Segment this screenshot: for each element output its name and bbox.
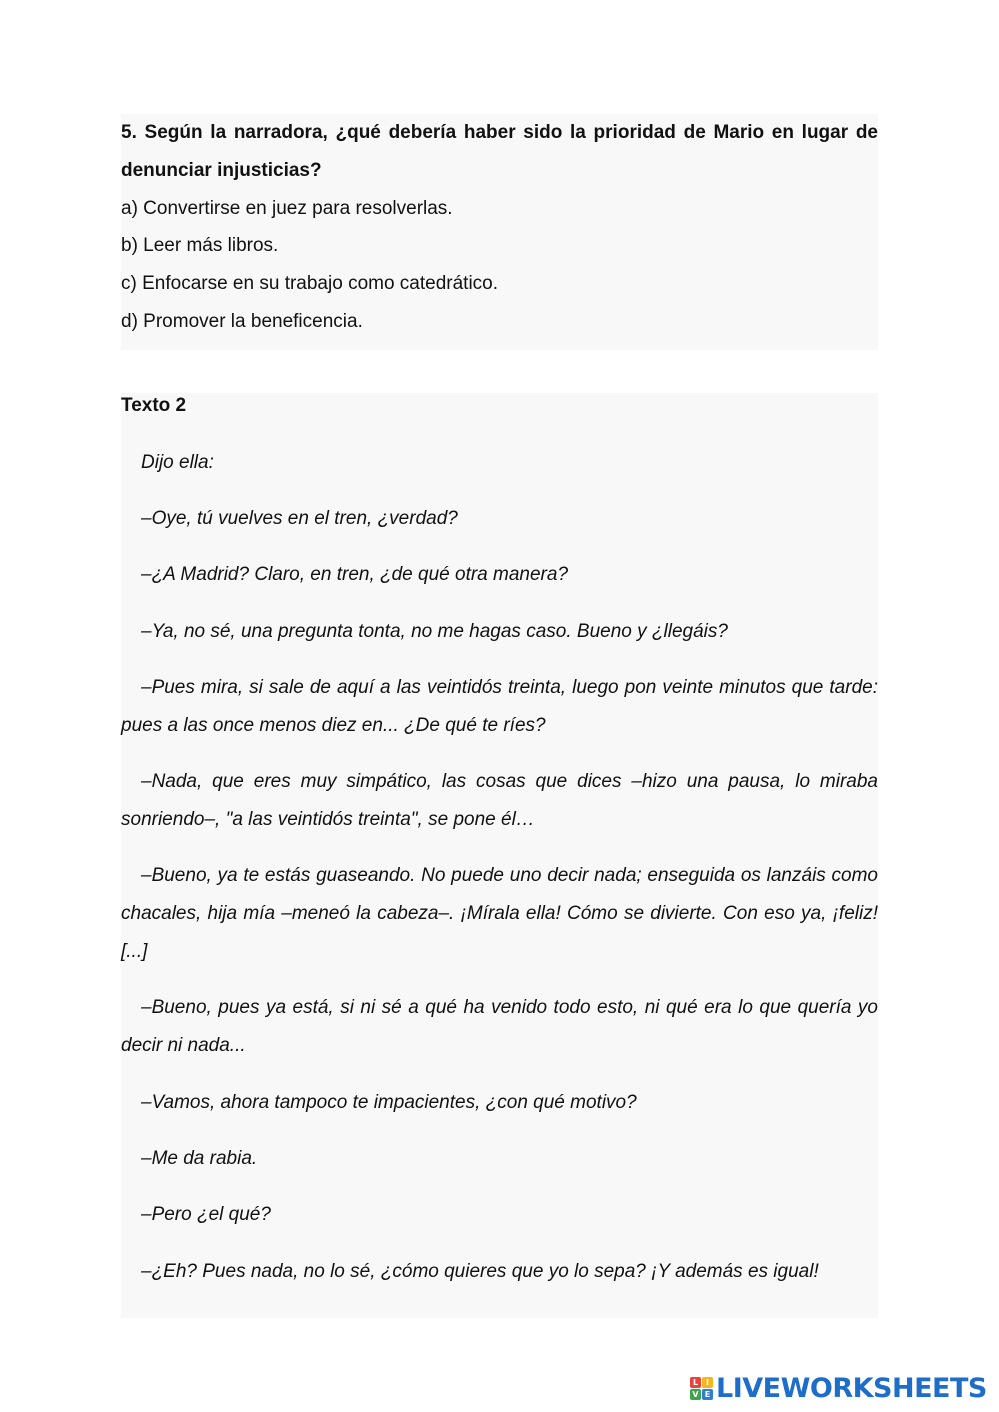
paragraph: –Bueno, pues ya está, si ni sé a qué ha venido todo esto, ni qué era lo que quería yo decir ni nada... bbox=[121, 997, 878, 1056]
paragraph: –Pero ¿el qué? bbox=[141, 1204, 271, 1225]
paragraph: –Pues mira, si sale de aquí a las veintidós treinta, luego pon veinte minutos que tarde: pues a las once menos diez en... ¿De qué te ríes? bbox=[121, 677, 878, 736]
brand-name: LIVEWORKSHEETS bbox=[716, 1372, 987, 1404]
logo-square-e: E bbox=[702, 1389, 713, 1400]
option-c: c) Enfocarse en su trabajo como catedrático. bbox=[121, 273, 499, 294]
logo-square-v: V bbox=[690, 1389, 701, 1400]
question-5-block bbox=[121, 114, 878, 350]
texto-2-heading: Texto 2 bbox=[121, 395, 187, 416]
paragraph: –Ya, no sé, una pregunta tonta, no me hagas caso. Bueno y ¿llegáis? bbox=[141, 621, 728, 642]
liveworksheets-logo bbox=[690, 1372, 987, 1404]
liveworksheets-icon bbox=[690, 1377, 713, 1400]
logo-square-i: I bbox=[702, 1377, 713, 1388]
paragraph: –¿A Madrid? Claro, en tren, ¿de qué otra manera? bbox=[141, 564, 569, 585]
paragraph: –Bueno, ya te estás guaseando. No puede uno decir nada; enseguida os lanzáis como chacales, hija mía –meneó la cabeza–. ¡Mírala ella! Cómo se divierte. Con eso ya, ¡feliz! [...] bbox=[121, 865, 878, 962]
paragraph: –¿Eh? Pues nada, no lo sé, ¿cómo quieres que yo lo sepa? ¡Y además es igual! bbox=[141, 1261, 819, 1282]
texto-2-block bbox=[121, 393, 878, 1318]
option-a: a) Convertirse en juez para resolverlas. bbox=[121, 198, 453, 219]
paragraph: –Vamos, ahora tampoco te impacientes, ¿con qué motivo? bbox=[141, 1092, 637, 1113]
option-d: d) Promover la beneficencia. bbox=[121, 311, 363, 332]
paragraph: –Oye, tú vuelves en el tren, ¿verdad? bbox=[141, 508, 458, 529]
option-b: b) Leer más libros. bbox=[121, 235, 279, 256]
paragraph: –Nada, que eres muy simpático, las cosas que dices –hizo una pausa, lo miraba sonriendo–, "a las veintidós treinta", se pone él… bbox=[121, 771, 878, 830]
question-5-text: 5. Según la narradora, ¿qué debería haber sido la prioridad de Mario en lugar de denunciar injusticias? bbox=[121, 122, 878, 181]
paragraph: –Me da rabia. bbox=[141, 1148, 258, 1169]
logo-square-l: L bbox=[690, 1377, 701, 1388]
paragraph: Dijo ella: bbox=[141, 452, 214, 473]
